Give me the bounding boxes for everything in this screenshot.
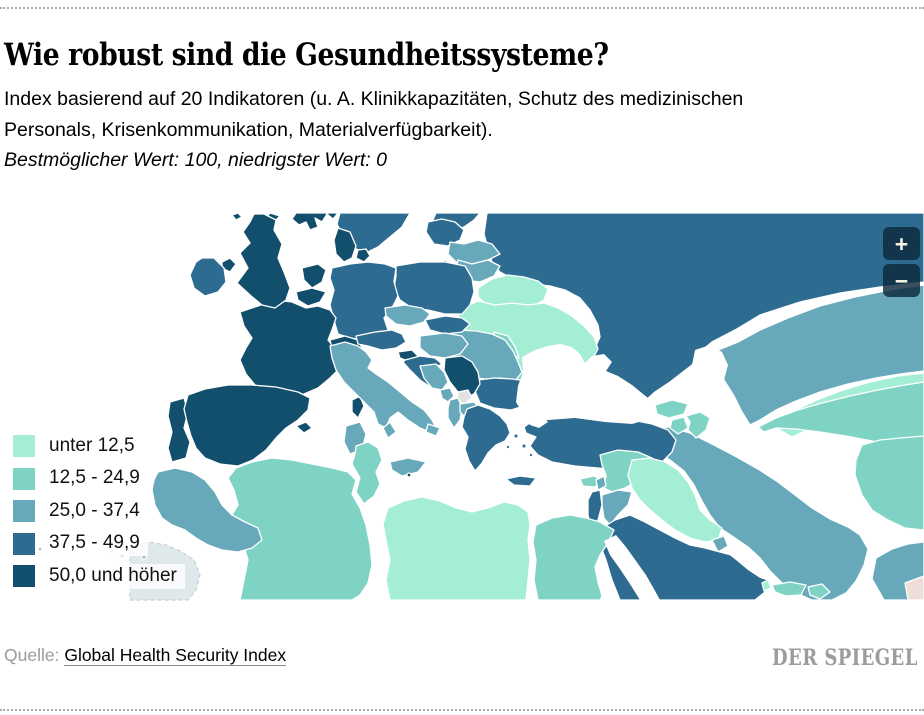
page-title: Wie robust sind die Gesundheitssysteme?	[4, 37, 609, 73]
legend-swatch-c4	[13, 533, 35, 555]
legend-row	[13, 565, 185, 587]
footer	[4, 645, 918, 671]
legend-row	[13, 500, 185, 522]
country-uk[interactable]	[237, 214, 290, 308]
country-czechia[interactable]	[385, 305, 430, 326]
map-legend	[13, 435, 185, 598]
country-belgium[interactable]	[296, 288, 326, 306]
greek-island-dot[interactable]	[522, 444, 526, 448]
zoom-in-button[interactable]: +	[883, 227, 920, 260]
source-label: Quelle:	[4, 645, 60, 665]
country-scottish-isles[interactable]	[232, 213, 242, 220]
greek-island-dot[interactable]	[529, 453, 533, 457]
source-link[interactable]: Global Health Security Index	[64, 645, 287, 665]
greek-island-dot[interactable]	[506, 445, 510, 449]
subtitle-line-2: Personals, Krisenkommunikation, Materialverfügbarkeit).	[4, 119, 493, 141]
choropleth-map[interactable]	[0, 213, 924, 602]
bottom-dotted-divider	[0, 709, 924, 711]
country-ireland[interactable]	[190, 258, 226, 296]
legend-label: 25,0 - 37,4	[45, 499, 148, 524]
country-netherlands[interactable]	[302, 264, 326, 288]
legend-swatch-c1	[13, 435, 35, 457]
legend-swatch-c3	[13, 500, 35, 522]
spiegel-logo: DER SPIEGEL	[772, 645, 918, 671]
country-france[interactable]	[240, 300, 344, 396]
country-egypt[interactable]	[533, 515, 614, 600]
legend-label: 37,5 - 49,9	[45, 531, 148, 556]
country-malta[interactable]	[407, 473, 411, 477]
country-albania[interactable]	[448, 398, 462, 428]
country-spain[interactable]	[184, 385, 310, 466]
country-tunisia[interactable]	[352, 442, 382, 504]
country-balearics[interactable]	[296, 422, 312, 433]
value-range-note: Bestmöglicher Wert: 100, niedrigster Wert: 0	[4, 149, 387, 171]
country-crete[interactable]	[506, 476, 536, 486]
legend-swatch-c2	[13, 468, 35, 490]
legend-swatch-c5	[13, 565, 35, 587]
legend-row	[13, 435, 185, 457]
legend-label: 12,5 - 24,9	[45, 466, 148, 491]
greek-island-dot[interactable]	[514, 434, 518, 438]
legend-label: 50,0 und höher	[45, 564, 185, 589]
country-afghanistan[interactable]	[855, 436, 924, 530]
subtitle-line-1: Index basierend auf 20 Indikatoren (u. A. Klinikkapazitäten, Schutz des medizinischen	[4, 88, 744, 110]
subtitle	[4, 84, 743, 146]
top-dotted-divider	[0, 7, 924, 9]
map-zoom-controls	[883, 227, 920, 297]
country-slovakia[interactable]	[425, 316, 470, 334]
country-germany[interactable]	[330, 262, 398, 340]
country-greece[interactable]	[462, 405, 510, 471]
legend-label: unter 12,5	[45, 434, 143, 459]
zoom-out-button[interactable]: −	[883, 264, 920, 297]
country-libya[interactable]	[383, 497, 530, 600]
country-georgia[interactable]	[655, 400, 688, 418]
country-uae[interactable]	[772, 582, 806, 596]
legend-row	[13, 533, 185, 555]
country-italy-heel[interactable]	[426, 424, 440, 436]
country-norway[interactable]	[292, 213, 338, 230]
legend-row	[13, 468, 185, 490]
